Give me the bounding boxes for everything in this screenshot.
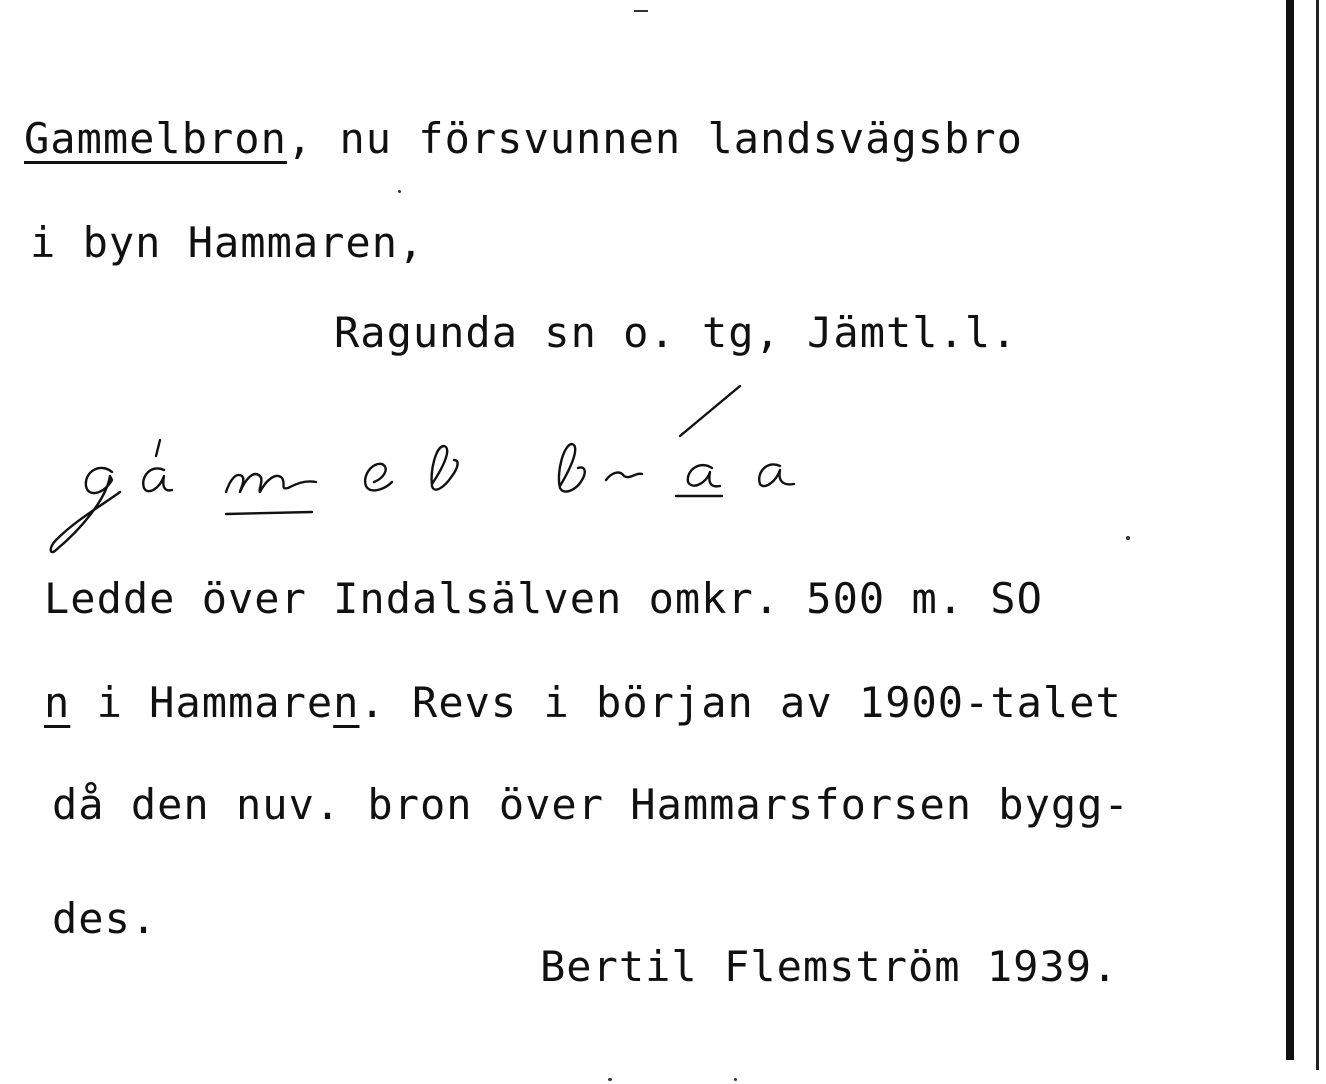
body-line-2-part-d: . Revs i början av 1900-talet [359, 678, 1122, 727]
underlined-n-first: n [44, 678, 71, 727]
village-line: i byn Hammaren, [30, 218, 425, 267]
card-edge-line [1316, 0, 1319, 1070]
body-line-2 [44, 678, 1122, 727]
body-line-2-part-b: i Hammare [70, 678, 334, 727]
card-edge-shadow [1286, 0, 1294, 1060]
handwritten-pronunciation [40, 380, 820, 560]
paper-speck [734, 1078, 737, 1081]
location-line: Ragunda sn o. tg, Jämtl.l. [334, 308, 1018, 357]
paper-speck [634, 10, 648, 12]
body-line-4: des. [52, 894, 158, 943]
paper-speck [1126, 536, 1130, 540]
headword-description: , nu försvunnen landsvägsbro [286, 114, 1023, 163]
underlined-n-second: n [333, 678, 360, 727]
headword-line [24, 114, 1023, 163]
body-line-3: då den nuv. bron över Hammarsforsen bygg- [52, 780, 1130, 829]
paper-speck [608, 1078, 612, 1081]
body-line-1: Ledde över Indalsälven omkr. 500 m. SO [44, 574, 1043, 623]
headword: Gammelbron [24, 114, 287, 163]
paper-speck [398, 190, 401, 193]
signature: Bertil Flemström 1939. [540, 942, 1119, 991]
